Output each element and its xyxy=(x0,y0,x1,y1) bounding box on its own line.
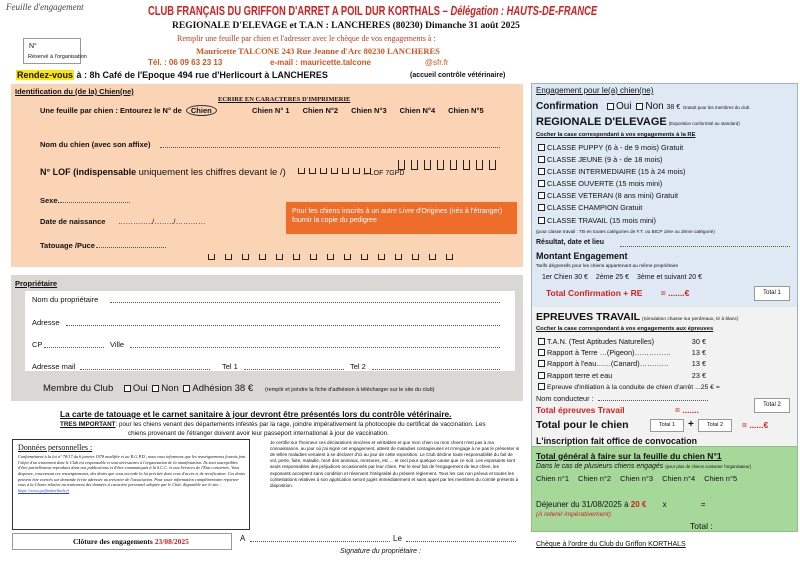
tel1-field[interactable] xyxy=(244,369,344,370)
epreuve-checkbox[interactable] xyxy=(538,349,545,356)
montant-title: Montant Engagement xyxy=(536,251,628,261)
chien-number[interactable]: Chien N°5 xyxy=(448,106,484,115)
lof-boxes[interactable] xyxy=(298,168,371,174)
delegation: Délégation : HAUTS-DE-FRANCE xyxy=(450,3,598,18)
club-title: CLUB FRANÇAIS DU GRIFFON D'ARRET A POIL DUR KORTHALS xyxy=(148,3,441,18)
tatouage-label: Tatouage /Puce xyxy=(40,241,95,250)
tarif-3: 3ème et suivant 20 € xyxy=(637,274,703,281)
ville-label: Ville xyxy=(110,340,125,349)
membre-non-checkbox[interactable] xyxy=(152,385,159,392)
personal-data-text xyxy=(18,454,246,494)
classes-list xyxy=(536,142,685,227)
pedigree-note-box xyxy=(286,202,517,234)
class-checkbox[interactable] xyxy=(538,168,545,175)
epreuves-title: EPREUVES TRAVAIL xyxy=(536,311,641,323)
chien-n-item: Chien n°3 xyxy=(620,474,654,483)
chien-n-item: Chien n°2 xyxy=(578,474,612,483)
email-user: e-mail : mauricette.talcone xyxy=(270,58,371,67)
chien-number[interactable]: Chien N°2 xyxy=(302,106,339,115)
class-checkbox[interactable] xyxy=(538,156,545,163)
tarifs-note: Tarifs dégressifs pour les chiens appartenant au même propriétaire xyxy=(536,264,679,269)
epreuve-checkbox[interactable] xyxy=(538,383,545,390)
cp-label: CP xyxy=(32,340,43,349)
total2-small: Total 2 xyxy=(698,419,732,432)
class-item[interactable]: CLASSE VETERAN (8 ans mini) Gratuit xyxy=(536,190,685,202)
chien-n-item: Chien n°1 xyxy=(536,474,570,483)
class-item[interactable]: CLASSE JEUNE (9 à - de 18 mois) xyxy=(536,154,685,166)
membre-oui-label: Oui xyxy=(132,383,148,394)
tel1-label: Tel 1 xyxy=(222,362,238,371)
dejeuner-x: x xyxy=(662,500,667,509)
reserved-box xyxy=(23,38,87,64)
email xyxy=(270,58,449,67)
le-label: Le xyxy=(393,534,402,543)
cp-field[interactable] xyxy=(44,347,104,348)
personal-data-body: Conformément à la loi n° 78/17 du 6 janvier 1978 modifiée et au R.G.P.D., nous vous informons que les renseignements fournis font l'objet d'un traitement dont le Club est responsable et sont nécessaires à l'organisation de la manifestation. Ils sont susceptibles d'être partiellement reproduits dans nos publications et d'être communiqués à la S.C.C. et aux Services de l'Etat concernés. Vous disposez, concernant ces renseignements, des droits que vous accorde la loi précitée dont ceux d'accès et de rectification. Ces droits peuvent être exercés sur demande écrite adressée au trésorier de l'association. Pour toute information complémentaire reportez-vous à la Charte relative au traitement des données à caractère personnel adoptée par le Club, disponible sur le site : xyxy=(18,454,246,488)
event-line: REGIONALE D'ELEVAGE et T.A.N : LANCHERES (80230) Dimanche 31 août 2025 xyxy=(172,21,520,31)
veto-important-2: chiens provenant de l'étranger doivent avoir leur passeport international à jour de vaccination. xyxy=(128,430,389,437)
address: Mauricette TALCONE 243 Rue Jeanne d'Arc 80230 LANCHERES xyxy=(196,46,440,56)
epreuves-note: (Simulation chasse sur perdreaux, tir à blanc) xyxy=(642,317,739,322)
naissance-label: Date de naissance xyxy=(40,217,106,226)
owner-name-field[interactable] xyxy=(110,302,500,303)
total-label: Total : xyxy=(690,521,713,531)
signature-label: Signature du propriétaire : xyxy=(340,548,421,555)
veto-important xyxy=(60,421,486,428)
class-item[interactable]: CLASSE CHAMPION Gratuit xyxy=(536,202,685,214)
dog-number-options xyxy=(252,106,484,115)
form-type-label: Feuille d'engagement xyxy=(6,2,84,12)
dog-name-label: Nom du chien (avec son affixe) xyxy=(40,140,151,149)
epreuve-item[interactable]: Epreuve d'initiation à la conduite de chien d'arrêt ...25 € = xyxy=(536,381,706,393)
rendezvous-label: Rendez-vous xyxy=(17,70,74,80)
closing-label: Clôture des engagements xyxy=(73,537,153,546)
travail-note: (pour classe travail : TB en toutes catégories de F.T. ou BICP 1ère ou 2ème catégorie) xyxy=(536,229,715,234)
rendezvous-line xyxy=(16,70,328,80)
mail-label: Adresse mail xyxy=(32,362,76,371)
email-domain: @sfr.fr xyxy=(424,58,449,67)
certification-text: Je certifie sur l'honneur ces déclarations sincères et véritables et que mon chien ou mon chient n'est pas à ma connaissance, au jour où j'ai signé cet engagement, atteint de maladies contagieuses et m'engage à ne pas le présenter si de telles maladies venaient à se déclarer d'ici au jour de cette exposition. Le Club décline toute responsabilité du fait de vol, perte, fuite, maladie, mort des animaux, morsures, etc.... et ceci pour quelque cause que ce soit. Les exposants sont seuls responsables des préjudices occasionnés par leur chien. Par le seul fait de l'engagement de leur chien, les exposants acceptent sans condition et réservent l'intégralité du présent règlement. Tous les cas non prévus et toutes les contestations relatives à son application seront jugés immédiatement et sans appel par les membres du comité présents à disposition. xyxy=(270,440,520,488)
chien-number[interactable]: Chien N°4 xyxy=(399,106,436,115)
adhesion-note: (remplir et joindre la fiche d'adhésion à télécharger sur le site du club) xyxy=(265,387,435,393)
epreuves-row xyxy=(536,311,739,323)
total-conf-label: Total Confirmation + RE xyxy=(546,288,643,298)
class-checkbox[interactable] xyxy=(538,144,545,151)
tatouage-boxes[interactable] xyxy=(208,254,453,260)
naissance-field[interactable]: …………../……../………… xyxy=(118,217,206,226)
per-dog-text: Une feuille par chien : Entourez le N° de xyxy=(40,106,182,115)
tel2-field[interactable] xyxy=(372,369,500,370)
total-epreuves xyxy=(536,405,699,415)
rendezvous-note: (accueil contrôle vétérinaire) xyxy=(410,72,506,79)
epreuve-checkbox[interactable] xyxy=(538,372,545,379)
total1-box: Total 1 xyxy=(754,286,790,301)
regionale-instructions: Cocher la case correspondant à vos engagements à la RE xyxy=(536,132,696,138)
club-site-link[interactable]: https://www.griffonkorthals.fr xyxy=(18,488,70,494)
confirmation-oui: Oui xyxy=(616,101,632,112)
reserved-number: N° xyxy=(29,43,37,50)
epreuve-item[interactable]: Rapport à l'eau……(Canard)………… 13 € xyxy=(536,358,706,369)
conducteur-field[interactable] xyxy=(598,400,708,401)
reserved-label: Réservé à l'organisation xyxy=(28,54,87,60)
tarif-2: 2ème 25 € xyxy=(595,274,630,281)
class-checkbox[interactable] xyxy=(538,217,545,224)
regionale-title: REGIONALE D'ELEVAGE xyxy=(536,116,667,128)
caps-note: ECRIRE EN CARACTERES D'IMPRIMERIE xyxy=(218,96,351,103)
lof-example: ... LOF 7GPD xyxy=(362,170,405,177)
a-field[interactable] xyxy=(250,541,390,542)
confirmation-non-checkbox[interactable] xyxy=(636,103,643,110)
important-text: : pour les chiens venant des départements infestés par la rage, joindre impérativement la photocopie du certificat de vaccination. Les xyxy=(115,421,486,428)
tel2-label: Tel 2 xyxy=(350,362,366,371)
closing-date: 23/08/2025 xyxy=(154,537,189,546)
membre-label: Membre du Club xyxy=(43,383,114,394)
class-item[interactable]: CLASSE OUVERTE (15 mois mini) xyxy=(536,178,685,190)
lof-boxes-right[interactable] xyxy=(398,160,496,170)
regionale-note: (Exposition conformité au standard) xyxy=(668,121,740,126)
dog-section-title: Identification du (de la) Chien(ne) xyxy=(15,87,134,96)
chien-number[interactable]: Chien N°3 xyxy=(351,106,387,115)
regionale-row xyxy=(536,116,740,128)
dejeuner-price: 20 € xyxy=(630,500,647,509)
confirmation-note: Gratuit pour les membres du club xyxy=(682,105,750,110)
epreuves-instructions: Cocher la case correspondant à vos engagements aux épreuves xyxy=(536,326,714,332)
resultat-field[interactable] xyxy=(620,246,790,247)
resultat-label: Résultat, date et lieu xyxy=(536,239,605,246)
dejeuner-eq: = xyxy=(700,500,706,509)
class-item[interactable]: CLASSE INTERMEDIAIRE (15 à 24 mois) xyxy=(536,166,685,178)
tatouage-field[interactable] xyxy=(96,247,166,248)
total-chien-label: Total pour le chien xyxy=(536,419,629,431)
epreuve-item[interactable]: Rapport à Terre …(Pigeon)…………… 13 € xyxy=(536,347,706,358)
lof-label: N° LOF (indispensable xyxy=(40,167,137,177)
chiens-row xyxy=(536,474,737,483)
epreuve-checkbox[interactable] xyxy=(538,338,545,345)
veto-notice: La carte de tatouage et le carnet sanitaire à jour devront être présentés lors du contrôle vétérinaire. xyxy=(60,409,452,419)
plusieurs-note: (pour plus de chiens contacter l'organisateur) xyxy=(665,464,752,469)
adhesion-label: Adhésion 38 € xyxy=(192,383,254,394)
class-checkbox[interactable] xyxy=(538,180,545,187)
owner-name-label: Nom du propriétaire xyxy=(32,295,99,304)
instructions: Remplir une feuille par chien et l'adresser avec le chèque de vos engagements à : xyxy=(177,34,436,43)
closing-box xyxy=(12,533,232,550)
pedigree-note: Pour les chiens inscrits à un autre Livre d'Origines (nés à l'étranger) fournir la copie du pedigree xyxy=(292,208,503,225)
owner-address-field[interactable] xyxy=(66,325,500,326)
total-chien-value: = ......€ xyxy=(742,420,769,430)
tarif-1: 1er Chien 30 € xyxy=(542,274,588,281)
total-epreuves-value: = ....... xyxy=(675,405,699,415)
dejeuner-label: Déjeuner du 31/08/2025 xyxy=(536,500,622,509)
chien-n-item: Chien n°5 xyxy=(704,474,738,483)
class-item[interactable]: CLASSE TRAVAIL (15 mois mini) xyxy=(536,215,685,227)
ville-field[interactable] xyxy=(130,347,500,348)
total-conf-value: = .......€ xyxy=(660,288,690,298)
owner-section-title: Propriétaire xyxy=(15,279,58,288)
total-general-title: Total général à faire sur la feuille du chien N°1 xyxy=(536,451,722,461)
le-field[interactable] xyxy=(406,541,516,542)
owner-fields-box xyxy=(25,291,515,371)
a-label: A xyxy=(240,534,246,543)
confirmation-non: Non xyxy=(645,101,664,112)
total-confirmation xyxy=(546,288,689,298)
closing-row xyxy=(73,537,189,546)
right-panel xyxy=(531,83,798,479)
epreuves-list xyxy=(536,336,720,393)
membership-row xyxy=(43,383,253,394)
epreuve-item[interactable]: T.A.N. (Test Aptitudes Naturelles) 30 € xyxy=(536,336,706,347)
mail-field[interactable] xyxy=(80,369,210,370)
confirmation-oui-checkbox[interactable] xyxy=(607,103,614,110)
retenir-note: (A retenir impérativement) xyxy=(536,511,611,518)
title-separator: – xyxy=(442,3,448,18)
personal-data-title: Données personnelles : xyxy=(18,443,93,452)
owner-address-label: Adresse xyxy=(32,318,60,327)
tarifs-row xyxy=(542,274,702,281)
confirmation-price: 38 € xyxy=(666,104,681,111)
plusieurs-row xyxy=(536,463,751,470)
dejeuner-a: à xyxy=(624,500,629,509)
personal-data-box xyxy=(12,439,250,530)
class-checkbox[interactable] xyxy=(538,192,545,199)
conducteur-label: Nom conducteur : xyxy=(536,394,594,403)
dog-name-field[interactable] xyxy=(160,147,500,148)
dog-number-row xyxy=(40,106,217,115)
dejeuner-row xyxy=(536,500,706,509)
membre-non-label: Non xyxy=(161,383,179,394)
epreuve-checkbox[interactable] xyxy=(538,360,545,367)
adhesion-checkbox[interactable] xyxy=(183,385,190,392)
plus-sign: + xyxy=(688,419,694,430)
total-epreuves-label: Total épreuves Travail xyxy=(536,405,625,415)
plusieurs-label: Dans le cas de plusieurs chiens engagés xyxy=(536,463,664,470)
rendezvous-text: à : 8h Café de l'Epoque 494 rue d'Herlicourt à LANCHERES xyxy=(74,70,328,80)
cheque-note: Chèque à l'ordre du Club du Griffon KORTHALS xyxy=(536,541,686,548)
total1-small: Total 1 xyxy=(650,419,684,432)
chien-n-item: Chien n°4 xyxy=(662,474,696,483)
chien-word: Chien xyxy=(186,105,217,116)
epreuve-item[interactable]: Rapport terre et eau 23 € xyxy=(536,370,706,381)
membre-oui-checkbox[interactable] xyxy=(124,385,131,392)
confirmation-row xyxy=(536,101,749,112)
sexe-label: Sexe. xyxy=(40,196,60,205)
phone: Tél. : 06 09 63 23 13 xyxy=(148,58,223,67)
engagement-title: Engagement pour le(a) chien(ne) xyxy=(536,86,654,95)
convocation-note: L'inscription fait office de convocation xyxy=(536,436,697,446)
page-title xyxy=(148,3,597,18)
lof-row xyxy=(40,167,286,178)
sexe-field[interactable] xyxy=(60,202,130,203)
total-general-section xyxy=(531,446,798,532)
class-item[interactable]: CLASSE PUPPY (6 à - de 9 mois) Gratuit xyxy=(536,142,685,154)
chien-number[interactable]: Chien N° 1 xyxy=(252,106,290,115)
class-checkbox[interactable] xyxy=(538,204,545,211)
confirmation-label: Confirmation xyxy=(536,101,599,112)
important-label: TRES IMPORTANT xyxy=(60,421,116,428)
total2-box: Total 2 xyxy=(754,398,790,413)
lof-note: uniquement les chiffres devant le /) xyxy=(138,167,286,178)
